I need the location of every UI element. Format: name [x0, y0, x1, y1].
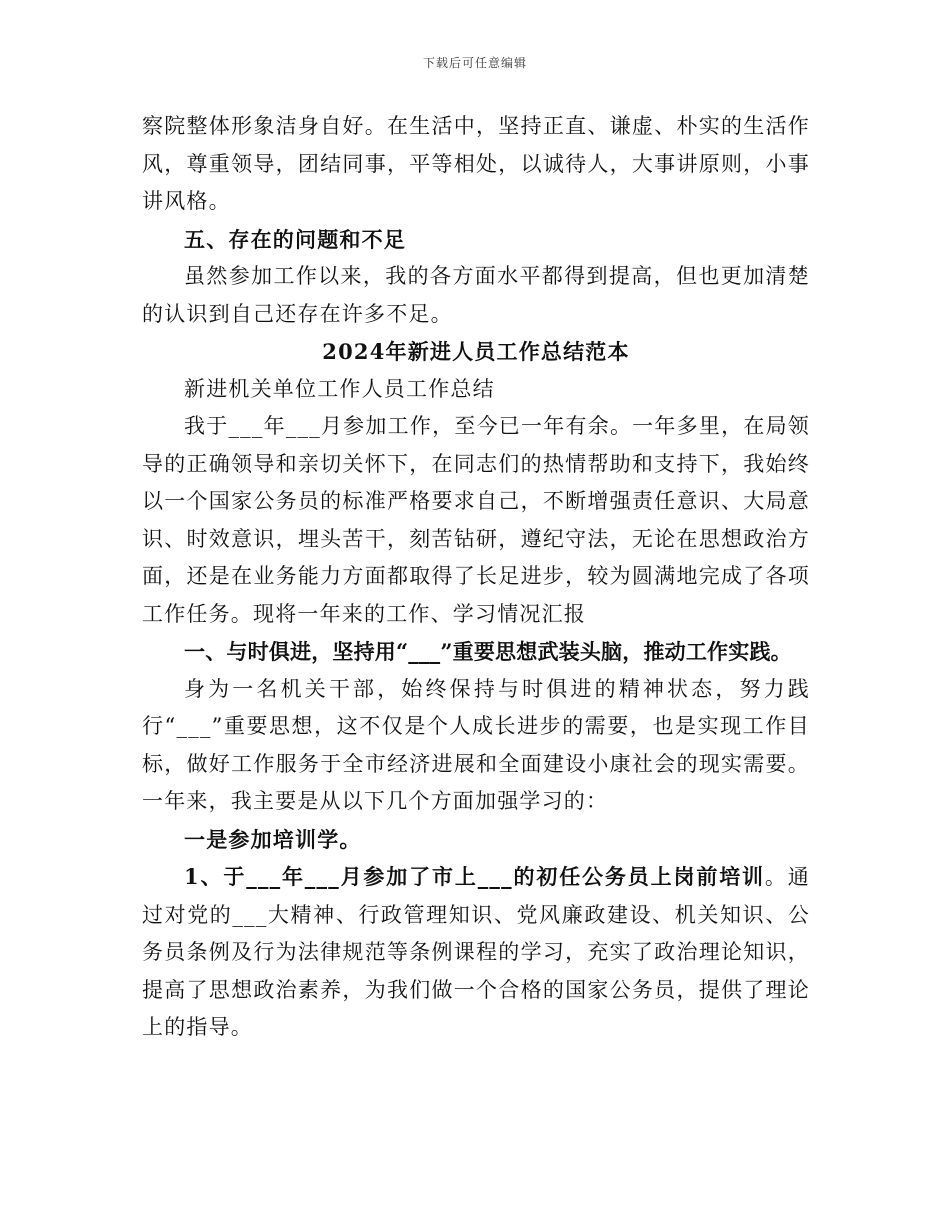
paragraph-introduction: 我于___年___月参加工作，至今已一年有余。一年多里，在局领导的正确领导和亲切关怀下，在同志们的热情帮助和支持下，我始终以一个国家公务员的标准严格要求自己，不断增强责任意识、大局意识、时效意识，埋头苦干，刻苦钻研，遵纪守法，无论在思想政治方面，还是在业务能力方面都取得了长足进步，较为圆满地完成了各项工作任务。现将一年来的工作、学习情况汇报	[142, 414, 810, 626]
item-heading-training: 一是参加培训学。	[184, 826, 362, 852]
document-subtitle: 新进机关单位工作人员工作总结	[184, 376, 495, 401]
training-lead-bold: 1、于___年___月参加了市上___的初任公务员上岗前培训	[184, 864, 765, 889]
paragraph-integrity: 察院整体形象洁身自好。在生活中，坚持正直、谦虚、朴实的生活作风，尊重领导，团结同事，平等相处，以诚待人，大事讲原则，小事讲风格。	[142, 114, 810, 213]
document-title: 2024年新进人员工作总结范本	[322, 339, 630, 364]
paragraph-cadre-study: 身为一名机关干部，始终保持与时俱进的精神状态，努力践行“___”重要思想，这不仅是个人成长进步的需要，也是实现工作目标，做好工作服务于全市经济进展和全面建设小康社会的现实需要。一年来，我主要是从以下几个方面加强学习的：	[142, 676, 810, 813]
document-body	[142, 108, 810, 1047]
section-heading-problems: 五、存在的问题和不足	[184, 226, 406, 252]
paragraph-training-detail	[142, 858, 810, 1047]
download-note: 下载后可任意编辑	[422, 56, 527, 70]
paragraph-shortcomings: 虽然参加工作以来，我的各方面水平都得到提高，但也更加清楚的认识到自己还存在许多不足。	[142, 264, 810, 326]
section-heading-keep-pace: 一、与时俱进，坚持用“___”重要思想武装头脑，推动工作实践。	[184, 639, 792, 664]
training-detail-text: 。通过对党的___大精神、行政管理知识、党风廉政建设、机关知识、公务员条例及行为法律规范等条例课程的学习，充实了政治理论知识，提高了思想政治素养，为我们做一个合格的国家公务员，提供了理论上的指导。	[142, 865, 810, 1039]
